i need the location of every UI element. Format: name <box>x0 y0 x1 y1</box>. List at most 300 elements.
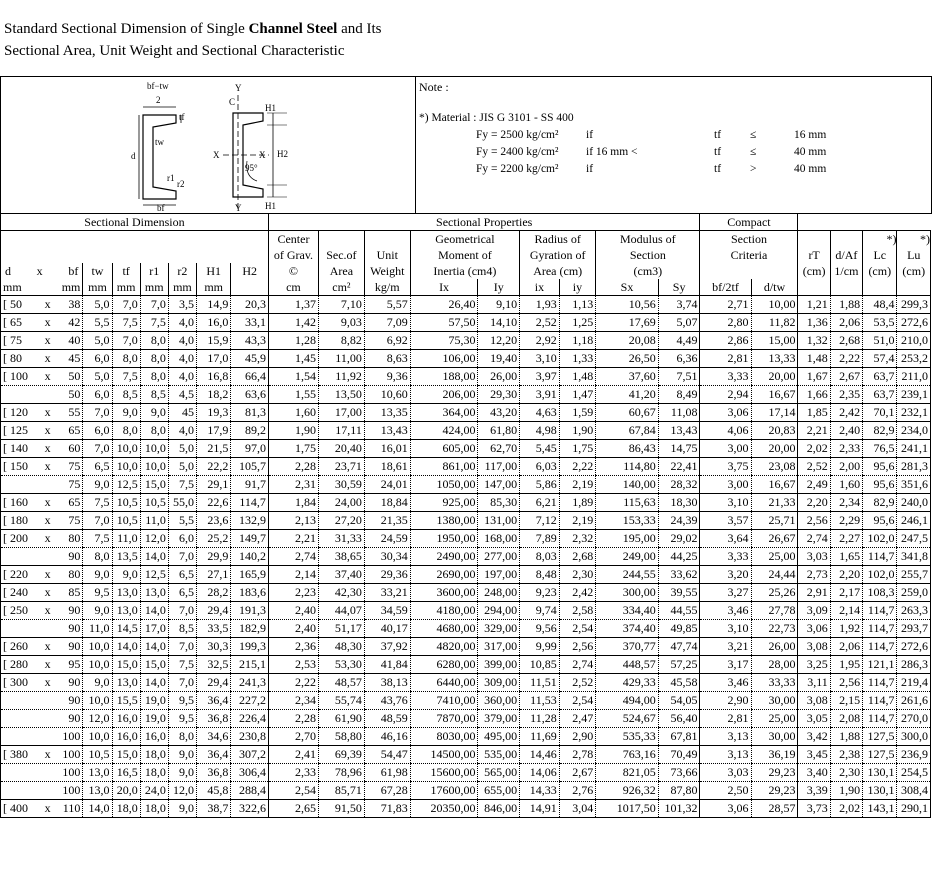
table-cell: 2,68 <box>559 548 595 566</box>
table-cell: 21,5 <box>196 440 230 458</box>
table-cell: 861,00 <box>410 458 478 476</box>
table-cell: 10,5 <box>112 512 140 530</box>
table-cell: 23,71 <box>318 458 364 476</box>
table-cell: 38,7 <box>196 800 230 818</box>
header-area-1: Sec.of <box>318 247 364 263</box>
col-sy: Sy <box>658 279 700 296</box>
table-cell: 9,0 <box>168 800 196 818</box>
table-row <box>1 782 931 800</box>
table-cell: 15600,00 <box>410 764 478 782</box>
table-cell: 41,84 <box>364 656 410 674</box>
header-criteria: Criteria <box>700 247 798 263</box>
table-cell: 127,5 <box>863 746 897 764</box>
table-cell: 4,06 <box>700 422 751 440</box>
table-cell: 55,74 <box>318 692 364 710</box>
table-cell: 114,7 <box>863 674 897 692</box>
table-cell: 249,00 <box>596 548 659 566</box>
table-cell: 63,7 <box>863 368 897 386</box>
table-cell: 48,57 <box>318 674 364 692</box>
table-cell: 234,0 <box>897 422 931 440</box>
table-cell: 33,5 <box>196 620 230 638</box>
unit-center: cm <box>268 279 318 296</box>
table-cell: 4,63 <box>520 404 560 422</box>
table-cell: 33,33 <box>751 674 798 692</box>
table-cell: 1,45 <box>268 350 318 368</box>
table-cell: 364,00 <box>410 404 478 422</box>
table-cell: 22,41 <box>658 458 700 476</box>
diagram-label-h1-top: H1 <box>265 103 276 113</box>
table-cell: 259,0 <box>897 584 931 602</box>
table-row <box>1 746 931 764</box>
header-tf: tf <box>112 263 140 279</box>
table-cell: 117,00 <box>478 458 520 476</box>
table-cell: 41,20 <box>596 386 659 404</box>
table-cell: 535,00 <box>478 746 520 764</box>
section-designation: 100 <box>1 764 83 782</box>
table-cell: 10,0 <box>140 458 168 476</box>
table-cell: 9,10 <box>478 296 520 314</box>
header-unit-1: Unit <box>364 247 410 263</box>
table-cell: 2,58 <box>559 602 595 620</box>
table-cell: 2,08 <box>830 710 862 728</box>
table-cell: 494,00 <box>596 692 659 710</box>
section-designation: 100 <box>1 728 83 746</box>
header-r1: r1 <box>140 263 168 279</box>
table-cell: 14,75 <box>658 440 700 458</box>
table-row <box>1 692 931 710</box>
table-cell: 19,0 <box>140 710 168 728</box>
table-cell: 61,90 <box>318 710 364 728</box>
header-gyration: Gyration of <box>520 247 596 263</box>
note-label: Note : <box>419 80 449 94</box>
table-cell: 14,9 <box>196 296 230 314</box>
table-cell: 115,63 <box>596 494 659 512</box>
table-cell: 17,9 <box>196 422 230 440</box>
table-cell: 3,03 <box>700 764 751 782</box>
table-cell: 149,7 <box>231 530 269 548</box>
table-cell: 7,12 <box>520 512 560 530</box>
table-row <box>1 764 931 782</box>
table-cell: 7,0 <box>83 512 112 530</box>
header-area-2: Area <box>318 263 364 279</box>
table-cell: 9,0 <box>112 404 140 422</box>
table-row <box>1 512 931 530</box>
table-cell: 95,6 <box>863 512 897 530</box>
table-cell: 48,30 <box>318 638 364 656</box>
table-cell: 253,2 <box>897 350 931 368</box>
table-body <box>1 296 931 818</box>
table-cell: 15,0 <box>140 476 168 494</box>
diagram-label-d: d <box>131 151 136 161</box>
table-cell: 6,0 <box>83 350 112 368</box>
table-cell: 1,60 <box>830 476 862 494</box>
table-cell: 60,67 <box>596 404 659 422</box>
table-row <box>1 728 931 746</box>
table-cell: 14500,00 <box>410 746 478 764</box>
diagram-label-2: 2 <box>156 95 161 105</box>
table-cell: 14,10 <box>478 314 520 332</box>
table-cell: 8,82 <box>318 332 364 350</box>
table-cell: 2,17 <box>830 584 862 602</box>
table-cell: 2,91 <box>798 584 830 602</box>
table-cell: 75,30 <box>410 332 478 350</box>
table-cell: 2,00 <box>830 458 862 476</box>
table-cell: 1,48 <box>559 368 595 386</box>
table-cell: 25,71 <box>751 512 798 530</box>
table-cell: 2,23 <box>268 584 318 602</box>
table-cell: 95,6 <box>863 458 897 476</box>
diagram-label-tw: tw <box>155 137 164 147</box>
table-cell: 105,7 <box>231 458 269 476</box>
table-cell: 248,00 <box>478 584 520 602</box>
table-cell: 14,5 <box>112 620 140 638</box>
table-cell: 38,65 <box>318 548 364 566</box>
table-cell: 6,03 <box>520 458 560 476</box>
table-row <box>1 386 931 404</box>
table-cell: 130,1 <box>863 782 897 800</box>
table-cell: 38,13 <box>364 674 410 692</box>
table-cell: 1,37 <box>268 296 318 314</box>
table-cell: 19,0 <box>140 692 168 710</box>
table-cell: 3,45 <box>798 746 830 764</box>
table-cell: 16,5 <box>112 764 140 782</box>
table-cell: 1,54 <box>268 368 318 386</box>
title-line-1: Standard Sectional Dimension of Single Channel Steel and Its <box>4 21 382 37</box>
table-cell: 2,27 <box>830 530 862 548</box>
table-cell: 3,13 <box>700 746 751 764</box>
table-cell: 10,56 <box>596 296 659 314</box>
table-cell: 13,35 <box>364 404 410 422</box>
table-cell: 2,56 <box>559 638 595 656</box>
table-cell: 15,5 <box>112 692 140 710</box>
table-cell: 2,73 <box>798 566 830 584</box>
table-cell: 33,21 <box>364 584 410 602</box>
table-cell: 334,40 <box>596 602 659 620</box>
table-cell: 300,00 <box>596 584 659 602</box>
col-ix-small: ix <box>520 279 560 296</box>
table-cell: 11,51 <box>520 674 560 692</box>
table-row <box>1 422 931 440</box>
op-1: ≤ <box>750 129 757 141</box>
table-cell: 309,00 <box>478 674 520 692</box>
if-3: if <box>586 163 594 175</box>
table-cell: 29,02 <box>658 530 700 548</box>
table-cell: 24,0 <box>140 782 168 800</box>
table-cell: 44,25 <box>658 548 700 566</box>
table-cell: 2,20 <box>798 494 830 512</box>
table-cell: 3,39 <box>798 782 830 800</box>
section-designation: [ 260 x 90 <box>1 638 83 656</box>
table-cell: 2,19 <box>559 512 595 530</box>
table-cell: 26,00 <box>478 368 520 386</box>
section-designation: 50 <box>1 386 83 404</box>
table-cell: 29,4 <box>196 674 230 692</box>
table-cell: 926,32 <box>596 782 659 800</box>
table-cell: 2,34 <box>268 692 318 710</box>
table-cell: 78,96 <box>318 764 364 782</box>
fy-2: Fy = 2400 kg/cm² <box>476 146 559 158</box>
table-cell: 34,6 <box>196 728 230 746</box>
table-cell: 20350,00 <box>410 800 478 818</box>
table-cell: 8,0 <box>112 350 140 368</box>
table-cell: 246,1 <box>897 512 931 530</box>
table-cell: 429,33 <box>596 674 659 692</box>
table-cell: 3,03 <box>798 548 830 566</box>
table-cell: 1,88 <box>830 728 862 746</box>
table-cell: 9,23 <box>520 584 560 602</box>
table-cell: 7,0 <box>112 296 140 314</box>
table-cell: 1,75 <box>559 440 595 458</box>
table-cell: 241,1 <box>897 440 931 458</box>
table-cell: 9,0 <box>168 746 196 764</box>
table-cell: 3,74 <box>658 296 700 314</box>
table-cell: 81,3 <box>231 404 269 422</box>
table-cell: 261,6 <box>897 692 931 710</box>
table-cell: 4,49 <box>658 332 700 350</box>
table-cell: 97,0 <box>231 440 269 458</box>
table-cell: 1,66 <box>798 386 830 404</box>
header-h1: H1 <box>196 263 230 279</box>
table-cell: 20,00 <box>751 368 798 386</box>
table-cell: 18,0 <box>112 800 140 818</box>
header-compact: Compact <box>700 214 798 231</box>
table-cell: 3,25 <box>798 656 830 674</box>
table-cell: 763,16 <box>596 746 659 764</box>
table-cell: 17,11 <box>318 422 364 440</box>
table-cell: 307,2 <box>231 746 269 764</box>
table-cell: 2,38 <box>830 746 862 764</box>
table-row <box>1 332 931 350</box>
table-cell: 13,50 <box>318 386 364 404</box>
table-cell: 3,04 <box>559 800 595 818</box>
table-cell: 8,5 <box>140 386 168 404</box>
section-designation: [ 400 x 110 <box>1 800 83 818</box>
header-r2: r2 <box>168 263 196 279</box>
table-cell: 29,36 <box>364 566 410 584</box>
table-cell: 2,42 <box>559 584 595 602</box>
table-cell: 6,36 <box>658 350 700 368</box>
channel-diagram-svg <box>1 77 417 215</box>
table-cell: 8,5 <box>168 620 196 638</box>
table-cell: 21,33 <box>751 494 798 512</box>
table-cell: 16,0 <box>112 710 140 728</box>
table-cell: 2,28 <box>268 710 318 728</box>
table-cell: 43,20 <box>478 404 520 422</box>
table-cell: 5,86 <box>520 476 560 494</box>
header-lu-star: *) <box>897 231 931 248</box>
table-cell: 32,5 <box>196 656 230 674</box>
material-spec: *) Material : JIS G 3101 - SS 400 <box>419 112 574 124</box>
table-cell: 18,30 <box>658 494 700 512</box>
table-cell: 1,21 <box>798 296 830 314</box>
table-cell: 30,3 <box>196 638 230 656</box>
table-cell: 2,29 <box>830 512 862 530</box>
table-cell: 25,00 <box>751 548 798 566</box>
table-cell: 17,0 <box>140 620 168 638</box>
table-cell: 4,0 <box>168 350 196 368</box>
table-cell: 230,8 <box>231 728 269 746</box>
table-cell: 20,00 <box>751 440 798 458</box>
table-cell: 71,83 <box>364 800 410 818</box>
header-section: Section <box>700 231 798 248</box>
table-cell: 76,5 <box>863 440 897 458</box>
table-cell: 95,6 <box>863 476 897 494</box>
table-cell: 240,0 <box>897 494 931 512</box>
table-cell: 1,33 <box>559 350 595 368</box>
table-cell: 9,0 <box>168 764 196 782</box>
table-cell: 14,0 <box>140 638 168 656</box>
val-2: 40 mm <box>794 146 827 158</box>
val-1: 16 mm <box>794 129 827 141</box>
val-3: 40 mm <box>794 163 827 175</box>
if-2: if 16 mm < <box>586 146 638 158</box>
table-cell: 11,92 <box>318 368 364 386</box>
section-designation: [ 140 x 60 <box>1 440 83 458</box>
table-cell: 51,0 <box>863 332 897 350</box>
section-designation: [ 75 x 40 <box>1 332 83 350</box>
table-cell: 2,49 <box>798 476 830 494</box>
table-cell: 2,30 <box>559 566 595 584</box>
table-cell: 114,7 <box>231 494 269 512</box>
table-cell: 9,0 <box>140 404 168 422</box>
table-cell: 7,0 <box>83 440 112 458</box>
unit-tw: mm <box>83 279 112 296</box>
header-sectional-dimension: Sectional Dimension <box>1 214 269 231</box>
table-cell: 2,06 <box>830 638 862 656</box>
unit-tf: mm <box>112 279 140 296</box>
table-row <box>1 620 931 638</box>
table-cell: 2,74 <box>268 548 318 566</box>
unit-weight: kg/m <box>364 279 410 296</box>
table-cell: 2,22 <box>830 350 862 368</box>
table-cell: 20,08 <box>596 332 659 350</box>
table-cell: 9,0 <box>83 602 112 620</box>
table-cell: 102,0 <box>863 530 897 548</box>
table-cell: 3,10 <box>520 350 560 368</box>
table-cell: 2,34 <box>830 494 862 512</box>
table-cell: 13,5 <box>112 548 140 566</box>
table-cell: 5,0 <box>83 368 112 386</box>
table-row <box>1 602 931 620</box>
table-cell: 2,02 <box>830 800 862 818</box>
section-designation: [ 280 x 95 <box>1 656 83 674</box>
table-cell: 232,1 <box>897 404 931 422</box>
header-modulus-unit: (cm3) <box>596 263 700 279</box>
table-cell: 1,90 <box>830 782 862 800</box>
tf-3: tf <box>714 163 722 175</box>
document-title <box>4 18 382 62</box>
table-cell: 8,0 <box>83 548 112 566</box>
header-lc-unit: (cm) <box>863 263 897 279</box>
table-cell: 8,0 <box>140 422 168 440</box>
table-cell: 8,03 <box>520 548 560 566</box>
table-cell: 211,0 <box>897 368 931 386</box>
table-cell: 5,57 <box>364 296 410 314</box>
table-cell: 28,32 <box>658 476 700 494</box>
table-cell: 2,33 <box>830 440 862 458</box>
header-bf: bf <box>68 264 79 278</box>
table-cell: 288,4 <box>231 782 269 800</box>
table-cell: 183,6 <box>231 584 269 602</box>
table-cell: 7,5 <box>168 656 196 674</box>
table-cell: 56,40 <box>658 710 700 728</box>
table-cell: 5,07 <box>658 314 700 332</box>
table-cell: 1,88 <box>830 296 862 314</box>
table-row <box>1 458 931 476</box>
table-cell: 8,0 <box>112 422 140 440</box>
table-cell: 379,00 <box>478 710 520 728</box>
header-x: x <box>36 264 43 278</box>
section-designation: 75 <box>1 476 83 494</box>
header-lc: Lc <box>863 247 897 263</box>
op-3: > <box>750 163 757 175</box>
table-cell: 6440,00 <box>410 674 478 692</box>
table-cell: 10,0 <box>112 440 140 458</box>
table-cell: 3,17 <box>700 656 751 674</box>
table-cell: 4820,00 <box>410 638 478 656</box>
table-cell: 1,36 <box>798 314 830 332</box>
table-cell: 2,74 <box>798 530 830 548</box>
table-cell: 29,4 <box>196 602 230 620</box>
table-cell: 2,19 <box>559 476 595 494</box>
table-cell: 26,67 <box>751 530 798 548</box>
table-cell: 3,27 <box>700 584 751 602</box>
table-cell: 300,0 <box>897 728 931 746</box>
table-cell: 2,56 <box>798 512 830 530</box>
table-cell: 7,89 <box>520 530 560 548</box>
table-cell: 2,81 <box>700 710 751 728</box>
table-cell: 48,59 <box>364 710 410 728</box>
diagram-label-h2: H2 <box>277 149 288 159</box>
table-cell: 5,0 <box>83 296 112 314</box>
table-cell: 11,53 <box>520 692 560 710</box>
header-row-groups <box>1 214 931 231</box>
table-cell: 7,0 <box>168 638 196 656</box>
fy-1: Fy = 2500 kg/cm² <box>476 129 559 141</box>
table-cell: 1,85 <box>798 404 830 422</box>
table-cell: 13,0 <box>83 764 112 782</box>
table-cell: 3,10 <box>700 620 751 638</box>
table-cell: 12,0 <box>168 782 196 800</box>
table-cell: 3,00 <box>700 440 751 458</box>
table-cell: 925,00 <box>410 494 478 512</box>
table-row <box>1 296 931 314</box>
table-cell: 2,32 <box>559 530 595 548</box>
diagram-label-h1-bottom: H1 <box>265 201 276 211</box>
diagram-label-y-bottom: Y <box>235 203 242 213</box>
table-cell: 1,55 <box>268 386 318 404</box>
table-cell: 6,0 <box>168 530 196 548</box>
header-moment: Moment of <box>410 247 519 263</box>
table-cell: 19,40 <box>478 350 520 368</box>
table-cell: 18,84 <box>364 494 410 512</box>
table-cell: 846,00 <box>478 800 520 818</box>
diagram-label-tf: tf <box>179 112 185 122</box>
table-cell: 1,13 <box>559 296 595 314</box>
table-cell: 14,0 <box>140 674 168 692</box>
section-designation: [ 50 x 38 <box>1 296 83 314</box>
table-cell: 2,22 <box>268 674 318 692</box>
table-cell: 73,66 <box>658 764 700 782</box>
table-cell: 131,00 <box>478 512 520 530</box>
table-cell: 16,0 <box>196 314 230 332</box>
table-cell: 6,5 <box>83 458 112 476</box>
table-cell: 2,28 <box>268 458 318 476</box>
table-cell: 12,20 <box>478 332 520 350</box>
table-cell: 4,5 <box>168 386 196 404</box>
table-cell: 2,52 <box>520 314 560 332</box>
header-daf: d/Af <box>830 247 862 263</box>
